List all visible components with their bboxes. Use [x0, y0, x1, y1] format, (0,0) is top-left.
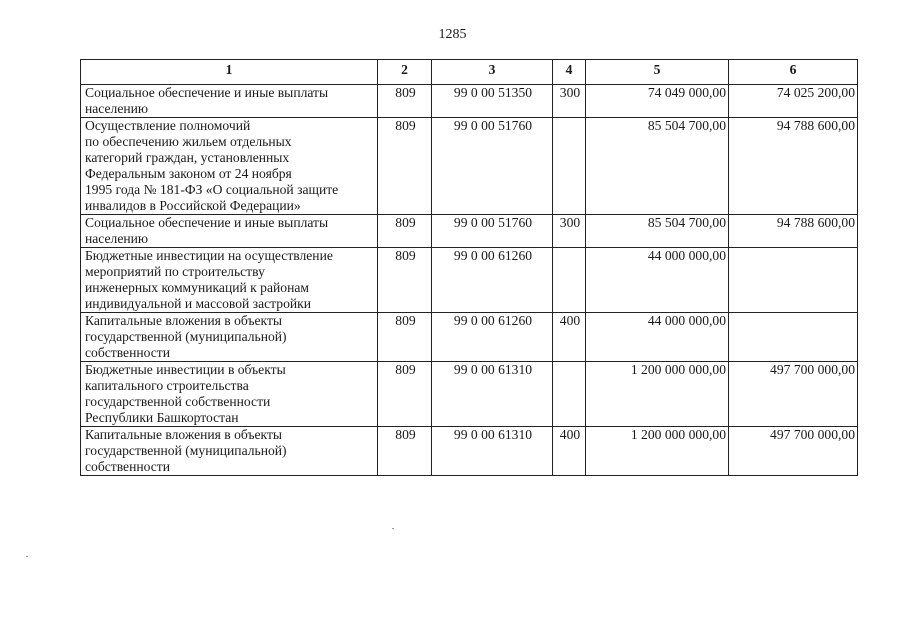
table-row — [81, 427, 858, 476]
cell-sum-year1: 85 504 700,00 — [586, 215, 729, 248]
cell-vr: 300 — [553, 215, 586, 248]
cell-csr: 99 0 00 61310 — [432, 362, 553, 427]
table-row — [81, 313, 858, 362]
cell-name-line: государственной (муниципальной) — [85, 443, 287, 458]
table-row — [81, 362, 858, 427]
cell-sum-year2: 94 788 600,00 — [729, 118, 858, 215]
cell-vr: 400 — [553, 313, 586, 362]
column-header: 2 — [378, 60, 432, 85]
cell-sum-year1: 44 000 000,00 — [586, 313, 729, 362]
cell-name-line: категорий граждан, установленных — [85, 150, 290, 165]
cell-name — [81, 313, 378, 362]
cell-name-line: собственности — [85, 459, 171, 474]
cell-name-line: Социальное обеспечение и иные выплаты — [85, 215, 329, 230]
cell-sum-year2 — [729, 248, 858, 313]
budget-table — [80, 59, 858, 476]
cell-name-line: Социальное обеспечение и иные выплаты — [85, 85, 329, 100]
cell-ved: 809 — [378, 85, 432, 118]
cell-sum-year2 — [729, 313, 858, 362]
table-row — [81, 248, 858, 313]
cell-name-line: инженерных коммуникаций к районам — [85, 280, 309, 295]
cell-name-line: Капитальные вложения в объекты — [85, 313, 283, 328]
cell-ved: 809 — [378, 248, 432, 313]
cell-sum-year1: 74 049 000,00 — [586, 85, 729, 118]
cell-name — [81, 118, 378, 215]
column-header: 1 — [81, 60, 378, 85]
cell-name-line: капитального строительства — [85, 378, 249, 393]
cell-ved: 809 — [378, 427, 432, 476]
table-body — [81, 85, 858, 476]
table-header-row — [81, 60, 858, 85]
cell-sum-year2: 94 788 600,00 — [729, 215, 858, 248]
page-number: 1285 — [438, 27, 467, 42]
scan-speck — [26, 556, 28, 557]
cell-csr: 99 0 00 51760 — [432, 118, 553, 215]
cell-vr — [553, 248, 586, 313]
cell-ved: 809 — [378, 313, 432, 362]
cell-sum-year1: 44 000 000,00 — [586, 248, 729, 313]
cell-name-line: Капитальные вложения в объекты — [85, 427, 283, 442]
cell-name-line: по обеспечению жильем отдельных — [85, 134, 292, 149]
cell-vr — [553, 362, 586, 427]
cell-name-line: индивидуальной и массовой застройки — [85, 296, 312, 311]
table-row — [81, 85, 858, 118]
cell-name — [81, 85, 378, 118]
column-header: 5 — [586, 60, 729, 85]
cell-sum-year2: 497 700 000,00 — [729, 362, 858, 427]
cell-csr: 99 0 00 61260 — [432, 248, 553, 313]
scan-speck — [392, 528, 394, 529]
cell-sum-year1: 85 504 700,00 — [586, 118, 729, 215]
column-header: 4 — [553, 60, 586, 85]
table-row — [81, 118, 858, 215]
cell-csr: 99 0 00 51350 — [432, 85, 553, 118]
cell-ved: 809 — [378, 362, 432, 427]
cell-name-line: государственной собственности — [85, 394, 271, 409]
cell-sum-year2: 74 025 200,00 — [729, 85, 858, 118]
cell-sum-year1: 1 200 000 000,00 — [586, 362, 729, 427]
cell-sum-year2: 497 700 000,00 — [729, 427, 858, 476]
table-row — [81, 215, 858, 248]
cell-csr: 99 0 00 61260 — [432, 313, 553, 362]
cell-ved: 809 — [378, 215, 432, 248]
cell-name — [81, 215, 378, 248]
cell-name-line: Бюджетные инвестиции на осуществление — [85, 248, 333, 263]
cell-vr: 300 — [553, 85, 586, 118]
cell-ved: 809 — [378, 118, 432, 215]
cell-csr: 99 0 00 61310 — [432, 427, 553, 476]
cell-name-line: Бюджетные инвестиции в объекты — [85, 362, 286, 377]
cell-name-line: населению — [85, 101, 149, 116]
cell-name-line: инвалидов в Российской Федерации» — [85, 198, 301, 213]
cell-name-line: населению — [85, 231, 149, 246]
cell-name — [81, 427, 378, 476]
cell-name-line: государственной (муниципальной) — [85, 329, 287, 344]
cell-sum-year1: 1 200 000 000,00 — [586, 427, 729, 476]
column-header: 6 — [729, 60, 858, 85]
cell-vr: 400 — [553, 427, 586, 476]
cell-vr — [553, 118, 586, 215]
cell-name-line: 1995 года № 181-ФЗ «О социальной защите — [85, 182, 339, 197]
cell-name-line: собственности — [85, 345, 171, 360]
cell-name-line: Федеральным законом от 24 ноября — [85, 166, 292, 181]
cell-csr: 99 0 00 51760 — [432, 215, 553, 248]
cell-name-line: Осуществление полномочий — [85, 118, 251, 133]
cell-name — [81, 362, 378, 427]
cell-name-line: мероприятий по строительству — [85, 264, 265, 279]
cell-name-line: Республики Башкортостан — [85, 410, 239, 425]
cell-name — [81, 248, 378, 313]
column-header: 3 — [432, 60, 553, 85]
